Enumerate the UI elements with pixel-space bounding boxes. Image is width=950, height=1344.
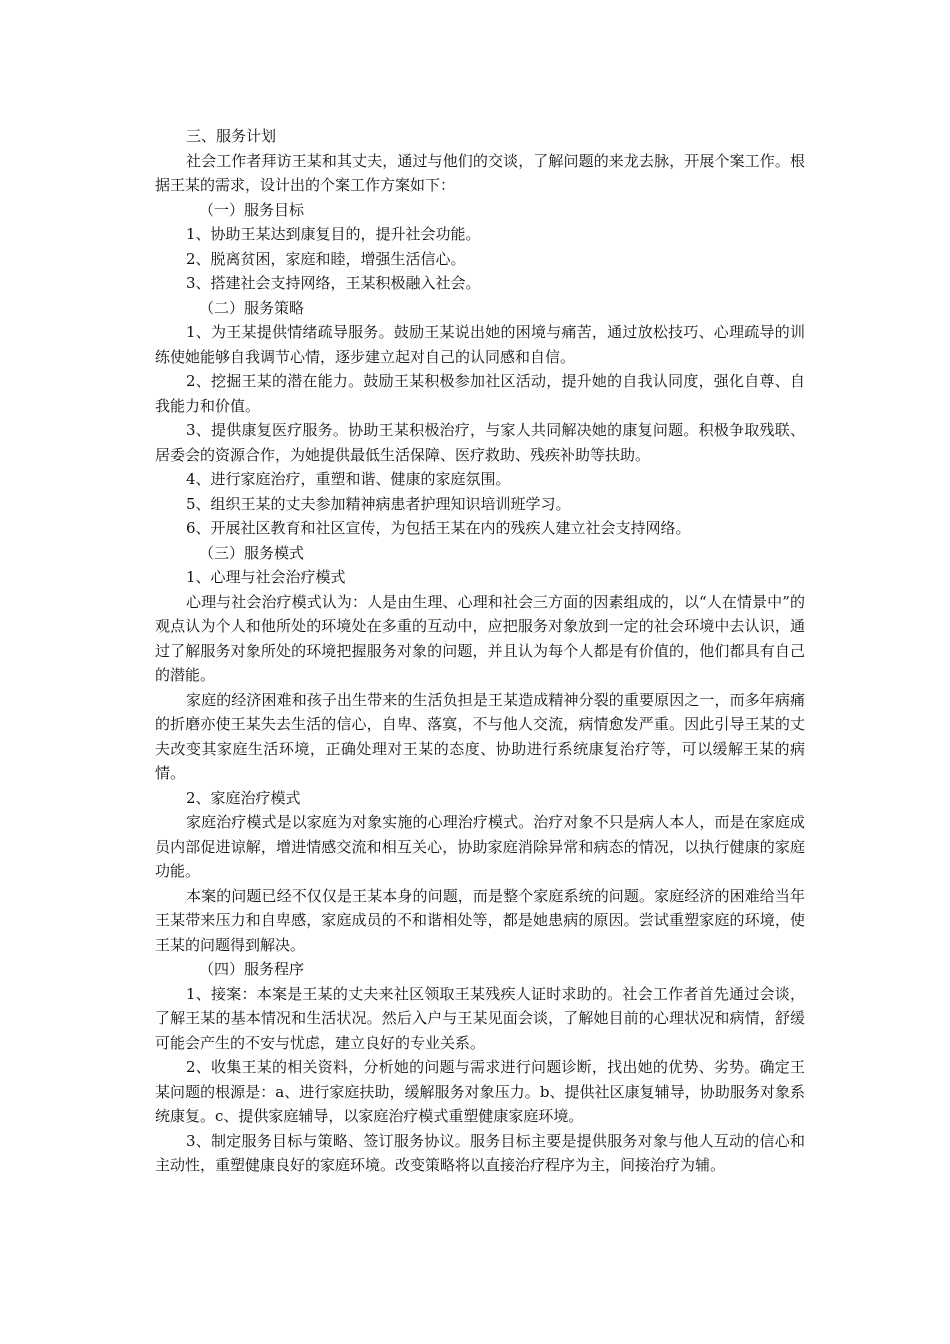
subheading-service-models: （三）服务模式	[199, 543, 305, 562]
model-paragraph: 家庭的经济困难和孩子出生带来的生活负担是王某造成精神分裂的重要原因之一，而多年病痛的折磨亦使王某失去生活的信心，自卑、落寞，不与他人交流，病情愈发严重。因此引导王某的丈夫改变其家庭生活环境，正确处理对王某的态度、协助进行系统康复治疗等，可以缓解王某的病情。	[155, 690, 805, 782]
strategy-item: 5、组织王某的丈夫参加精神病患者护理知识培训班学习。	[186, 494, 571, 513]
model-paragraph: 家庭治疗模式是以家庭为对象实施的心理治疗模式。治疗对象不只是病人本人，而是在家庭成员内部促进谅解，增进情感交流和相互关心，协助家庭消除异常和病态的情况，以执行健康的家庭功能。	[155, 813, 805, 880]
subheading-service-procedures: （四）服务程序	[199, 960, 305, 978]
strategy-item: 3、提供康复医疗服务。协助王某积极治疗，与家人共同解决她的康复问题。积极争取残联、居委会的资源合作，为她提供最低生活保障、医疗救助、残疾补助等扶助。	[155, 421, 805, 464]
model-title: 1、心理与社会治疗模式	[186, 568, 346, 586]
goal-item: 1、协助王某达到康复目的，提升社会功能。	[186, 225, 481, 243]
model-paragraph: 心理与社会治疗模式认为：人是由生理、心理和社会三方面的因素组成的，以“人在情景中”的观点认为个人和他所处的环境处在多重的互动中，应把服务对象放到一定的社会环境中去认识，通过了解服务对象所处的环境把握服务对象的问题，并且认为每个人都是有价值的，他们都具有自己的潜能。	[155, 592, 805, 684]
strategy-item: 6、开展社区教育和社区宣传，为包括王某在内的残疾人建立社会支持网络。	[186, 519, 691, 537]
procedure-item: 1、接案：本案是王某的丈夫来社区领取王某残疾人证时求助的。社会工作者首先通过会谈，了解王某的基本情况和生活状况。然后入户与王某见面会谈，了解她目前的心理状况和病情，舒缓可能会产生的不安与忧虑，建立良好的专业关系。	[155, 984, 805, 1052]
procedure-item: 2、收集王某的相关资料，分析她的问题与需求进行问题诊断，找出她的优势、劣势。确定王某问题的根源是：a、进行家庭扶助，缓解服务对象压力。b、提供社区康复辅导，协助服务对象系统康复。c、提供家庭辅导，以家庭治疗模式重塑健康家庭环境。	[155, 1058, 805, 1125]
subheading-service-strategies: （二）服务策略	[199, 298, 305, 317]
procedure-item: 3、制定服务目标与策略、签订服务协议。服务目标主要是提供服务对象与他人互动的信心和主动性，重塑健康良好的家庭环境。改变策略将以直接治疗程序为主，间接治疗为辅。	[155, 1131, 805, 1174]
model-title: 2、家庭治疗模式	[186, 788, 301, 807]
strategy-item: 1、为王某提供情绪疏导服务。鼓励王某说出她的困境与痛苦，通过放松技巧、心理疏导的训练使她能够自我调节心情，逐步建立起对自己的认同感和自信。	[155, 323, 805, 366]
model-paragraph: 本案的问题已经不仅仅是王某本身的问题，而是整个家庭系统的问题。家庭经济的困难给当年王某带来压力和自卑感，家庭成员的不和谐相处等，都是她患病的原因。尝试重塑家庭的环境，使王某的问题得到解决。	[155, 886, 805, 954]
section-heading-service-plan: 三、服务计划	[186, 127, 277, 145]
document-page	[155, 124, 805, 1178]
subheading-service-goals: （一）服务目标	[199, 200, 305, 219]
intro-paragraph: 社会工作者拜访王某和其丈夫，通过与他们的交谈，了解问题的来龙去脉，开展个案工作。根据王某的需求，设计出的个案工作方案如下：	[155, 151, 805, 194]
strategy-item: 2、挖掘王某的潜在能力。鼓励王某积极参加社区活动，提升她的自我认同度，强化自尊、自我能力和价值。	[155, 372, 805, 415]
goal-item: 3、搭建社会支持网络，王某积极融入社会。	[186, 274, 481, 292]
strategy-item: 4、进行家庭治疗，重塑和谐、健康的家庭氛围。	[186, 470, 511, 488]
goal-item: 2、脱离贫困，家庭和睦，增强生活信心。	[186, 249, 466, 268]
